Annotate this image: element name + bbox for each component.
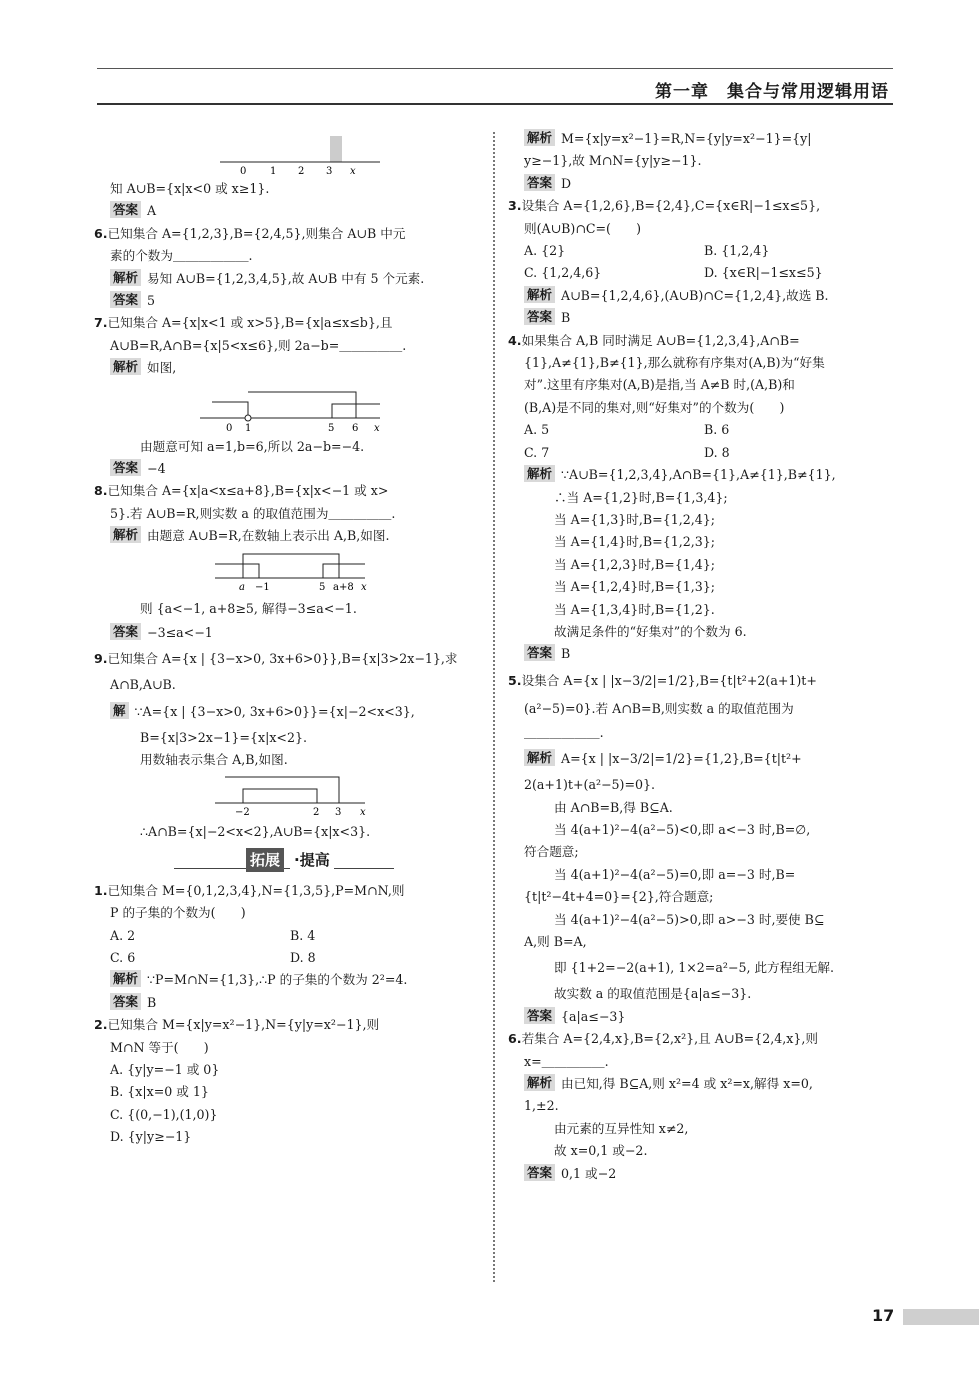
question-text: 已知集合 A={1,2,3},B={2,4,5},则集合 A∪B 中元 — [107, 225, 406, 241]
option: A. 5 — [524, 422, 550, 438]
text-line: 知 A∪B={x|x<0 或 x≥1}. — [110, 181, 270, 196]
option: D. 8 — [290, 949, 316, 965]
question-text: 素的个数为＿＿＿＿＿＿. — [110, 248, 253, 264]
analysis-tag: 解析 — [110, 358, 141, 375]
answer-tag: 答案 — [110, 623, 141, 640]
axis-label: x — [350, 166, 356, 176]
number-line-figure-3 — [205, 550, 375, 594]
analysis-text: 由题意可知 a=1,b=6,所以 2a−b=−4. — [140, 438, 365, 454]
option: A. 2 — [110, 927, 136, 943]
question-number: 9. — [94, 651, 108, 667]
answer-tag: 答案 — [524, 1164, 555, 1181]
solution-text: B={x|3>2x−1}={x|x<2}. — [140, 729, 308, 745]
answer-tag: 答案 — [110, 291, 141, 308]
question-text: (a²−5)=0}.若 A∩B=B,则实数 a 的取值范围为 — [524, 700, 794, 716]
analysis-tag: 解析 — [524, 465, 555, 482]
question-text: M∩N 等于( ) — [110, 1039, 209, 1055]
tick-label: 0 — [240, 166, 247, 176]
option: B. 6 — [704, 422, 730, 438]
analysis-text: 当 4(a+1)²−4(a²−5)>0,即 a>−3 时,要使 B⊆ — [554, 911, 825, 927]
answer-tag: 答案 — [524, 308, 555, 325]
answer-value: 0,1 或−2 — [561, 1165, 617, 1181]
right-column — [508, 128, 898, 1185]
analysis-text: 即 {1+2=−2(a+1), 1×2=a²−5, 此方程组无解. — [554, 960, 835, 976]
number-line-figure-2 — [190, 382, 390, 434]
axis-label: x — [374, 422, 380, 434]
tick-label: 0 — [226, 422, 233, 434]
answer-value: B — [561, 310, 571, 326]
analysis-text: 由已知,得 B⊆A,则 x²=4 或 x²=x,解得 x=0, — [561, 1076, 813, 1092]
left-column — [94, 128, 486, 1149]
answer-tag: 答案 — [110, 459, 141, 476]
question-text: 已知集合 A={x|x<1 或 x>5},B={x|a≤x≤b},且 — [107, 315, 393, 331]
question-text: 如果集合 A,B 同时满足 A∪B={1,2,3,4},A∩B= — [521, 332, 800, 348]
tick-label: −2 — [235, 807, 250, 819]
answer-tag: 答案 — [110, 993, 141, 1010]
answer-value: {a|a≤−3} — [561, 1008, 626, 1024]
number-line-figure-1 — [200, 130, 380, 176]
option: C. {1,2,4,6} — [524, 265, 602, 281]
analysis-text: 当 A={1,4}时,B={1,2,3}; — [554, 534, 716, 550]
question-number: 2. — [94, 1017, 108, 1033]
answer-tag: 答案 — [524, 1007, 555, 1024]
question-text: 已知集合 A={x | {3−x>0, 3x+6>0}},B={x|3>2x−1},求 — [107, 651, 458, 667]
solution-text: 用数轴表示集合 A,B,如图. — [140, 751, 288, 767]
analysis-tag: 解析 — [110, 526, 141, 543]
tick-label: −1 — [255, 581, 270, 593]
answer-value: −4 — [147, 461, 166, 477]
analysis-text: 当 A={1,2,3}时,B={1,4}; — [554, 556, 716, 572]
tick-label: a — [239, 581, 245, 593]
tick-label: 2 — [298, 166, 305, 176]
question-number: 5. — [508, 672, 522, 688]
analysis-text: 当 4(a+1)²−4(a²−5)<0,即 a<−3 时,B=∅, — [554, 821, 811, 837]
question-text: ＿＿＿＿＿＿. — [524, 724, 604, 740]
question-text: 则(A∪B)∩C=( ) — [524, 220, 642, 236]
page-number: 17 — [872, 1306, 895, 1325]
analysis-text: A,则 B=A, — [524, 934, 587, 949]
analysis-text: M={x|y=x²−1}=R,N={y|y=x²−1}={y| — [561, 131, 812, 146]
tick-label: 6 — [352, 422, 359, 434]
analysis-tag: 解析 — [524, 749, 555, 766]
analysis-text: 由元素的互异性知 x≠2, — [554, 1120, 689, 1136]
option: D. {x∈R|−1≤x≤5} — [704, 265, 823, 281]
answer-value: A — [147, 203, 157, 219]
analysis-text: A∪B={1,2,4,6},(A∪B)∩C={1,2,4},故选 B. — [561, 287, 829, 303]
answer-value: D — [561, 175, 572, 191]
analysis-text: 如图, — [147, 360, 177, 376]
analysis-text: A={x | |x−3/2|=1/2}={1,2},B={t|t²+ — [561, 751, 802, 767]
option: D. 8 — [704, 444, 730, 460]
question-text: 已知集合 M={0,1,2,3,4},N={1,3,5},P=M∩N,则 — [107, 882, 405, 898]
question-number: 8. — [94, 483, 108, 499]
question-text: 若集合 A={2,4,x},B={2,x²},且 A∪B={2,4,x},则 — [521, 1031, 818, 1047]
answer-value: 5 — [147, 293, 156, 309]
analysis-text: 故满足条件的“好集对”的个数为 6. — [554, 623, 747, 639]
analysis-tag: 解析 — [524, 1074, 555, 1091]
analysis-tag: 解析 — [110, 970, 141, 987]
analysis-text: ∵P=M∩N={1,3},∴P 的子集的个数为 2²=4. — [147, 972, 408, 988]
question-text: 已知集合 M={x|y=x²−1},N={y|y=x²−1},则 — [107, 1017, 380, 1033]
section-heading — [94, 844, 486, 880]
tick-label: a+8 — [333, 581, 354, 593]
question-text: {1},A≠{1},B≠{1},那么就称有序集对(A,B)为“好集 — [524, 355, 825, 371]
question-number: 6. — [508, 1031, 522, 1047]
tick-label: 5 — [319, 581, 326, 593]
question-text: 5}.若 A∪B=R,则实数 a 的取值范围为＿＿＿＿＿. — [110, 505, 396, 521]
analysis-tag: 解析 — [110, 269, 141, 286]
tick-label: 1 — [245, 422, 252, 434]
analysis-text: ∴当 A={1,2}时,B={1,3,4}; — [554, 489, 728, 505]
shade-a — [330, 136, 342, 162]
analysis-text: 则 {a<−1, a+8≥5, 解得−3≤a<−1. — [140, 600, 357, 616]
analysis-text: 当 A={1,3,4}时,B={1,2}. — [554, 601, 715, 617]
tick-label: 3 — [326, 166, 333, 176]
analysis-text: 由 A∩B=B,得 B⊆A. — [554, 799, 673, 815]
question-text: A∩B,A∪B. — [110, 677, 176, 693]
answer-tag: 答案 — [110, 201, 141, 218]
axis-label: x — [360, 807, 366, 819]
option: D. {y|y≥−1} — [110, 1129, 192, 1145]
section-badge: 拓展 — [246, 848, 284, 872]
analysis-text: ∵A∪B={1,2,3,4},A∩B={1},A≠{1},B≠{1}, — [561, 467, 836, 483]
analysis-tag: 解析 — [524, 286, 555, 303]
answer-value: B — [561, 646, 571, 662]
option: A. {y|y=−1 或 0} — [110, 1061, 220, 1077]
analysis-text: 当 A={1,3}时,B={1,2,4}; — [554, 511, 716, 527]
analysis-text: 1,±2. — [524, 1098, 559, 1114]
axis-label: x — [361, 581, 367, 593]
analysis-tag: 解析 — [524, 129, 555, 146]
analysis-text: 故 x=0,1 或−2. — [554, 1143, 648, 1159]
solution-tag: 解 — [110, 702, 129, 719]
option: A. {2} — [524, 243, 566, 259]
option: B. 4 — [290, 927, 316, 943]
analysis-text: {t|t²−4t+4=0}={2},符合题意; — [524, 889, 714, 905]
solution-text: ∵A={x | {3−x>0, 3x+6>0}}={x|−2<x<3}, — [134, 703, 415, 719]
header-rule-top — [97, 68, 893, 69]
option: C. 7 — [524, 444, 550, 460]
option: B. {x|x=0 或 1} — [110, 1084, 209, 1100]
question-text: 已知集合 A={x|a<x≤a+8},B={x|x<−1 或 x> — [107, 483, 389, 499]
question-number: 7. — [94, 315, 108, 331]
question-text: (B,A)是不同的集对,则“好集对”的个数为( ) — [524, 399, 785, 415]
analysis-text: 2(a+1)t+(a²−5)=0}. — [524, 777, 656, 793]
option: B. {1,2,4} — [704, 243, 770, 259]
answer-tag: 答案 — [524, 644, 555, 661]
tick-label: 1 — [270, 166, 277, 176]
question-text: 设集合 A={1,2,6},B={2,4},C={x∈R|−1≤x≤5}, — [521, 198, 821, 214]
question-number: 4. — [508, 332, 522, 348]
tick-label: 3 — [335, 807, 342, 819]
section-title: ·提高 — [290, 848, 334, 872]
chapter-title: 第一章 集合与常用逻辑用语 — [655, 82, 889, 102]
question-text: A∪B=R,A∩B={x|5<x≤6},则 2a−b=＿＿＿＿＿. — [110, 337, 407, 353]
answer-value: −3≤a<−1 — [147, 624, 213, 640]
analysis-text: 由题意 A∪B=R,在数轴上表示出 A,B,如图. — [147, 528, 390, 544]
option: C. 6 — [110, 949, 136, 965]
number-line-figure-4 — [205, 773, 375, 819]
answer-value: B — [147, 994, 157, 1010]
analysis-text: 易知 A∪B={1,2,3,4,5},故 A∪B 中有 5 个元素. — [147, 270, 425, 286]
analysis-text: 当 A={1,2,4}时,B={1,3}; — [554, 579, 716, 595]
analysis-text: y≥−1},故 M∩N={y|y≥−1}. — [524, 153, 702, 169]
analysis-text: 当 4(a+1)²−4(a²−5)=0,即 a=−3 时,B= — [554, 866, 796, 882]
column-divider — [493, 132, 495, 1282]
solution-text: ∴A∩B={x|−2<x<2},A∪B={x|x<3}. — [140, 824, 371, 840]
header-rule-bottom — [97, 103, 893, 105]
question-number: 3. — [508, 198, 522, 214]
tick-label: 5 — [328, 422, 335, 434]
question-text: 对”.这里有序集对(A,B)是指,当 A≠B 时,(A,B)和 — [524, 377, 795, 393]
answer-tag: 答案 — [524, 174, 555, 191]
question-text: x=＿＿＿＿＿. — [524, 1053, 609, 1069]
option: C. {(0,−1),(1,0)} — [110, 1106, 218, 1122]
question-number: 1. — [94, 882, 108, 898]
page-number-bar — [903, 1309, 979, 1325]
tick-label: 2 — [313, 807, 320, 819]
analysis-text: 故实数 a 的取值范围是{a|a≤−3}. — [554, 986, 752, 1002]
analysis-text: 符合题意; — [524, 844, 579, 860]
question-text: P 的子集的个数为( ) — [110, 905, 246, 921]
question-text: 设集合 A={x | |x−3/2|=1/2},B={t|t²+2(a+1)t+ — [521, 672, 817, 688]
question-number: 6. — [94, 225, 108, 241]
